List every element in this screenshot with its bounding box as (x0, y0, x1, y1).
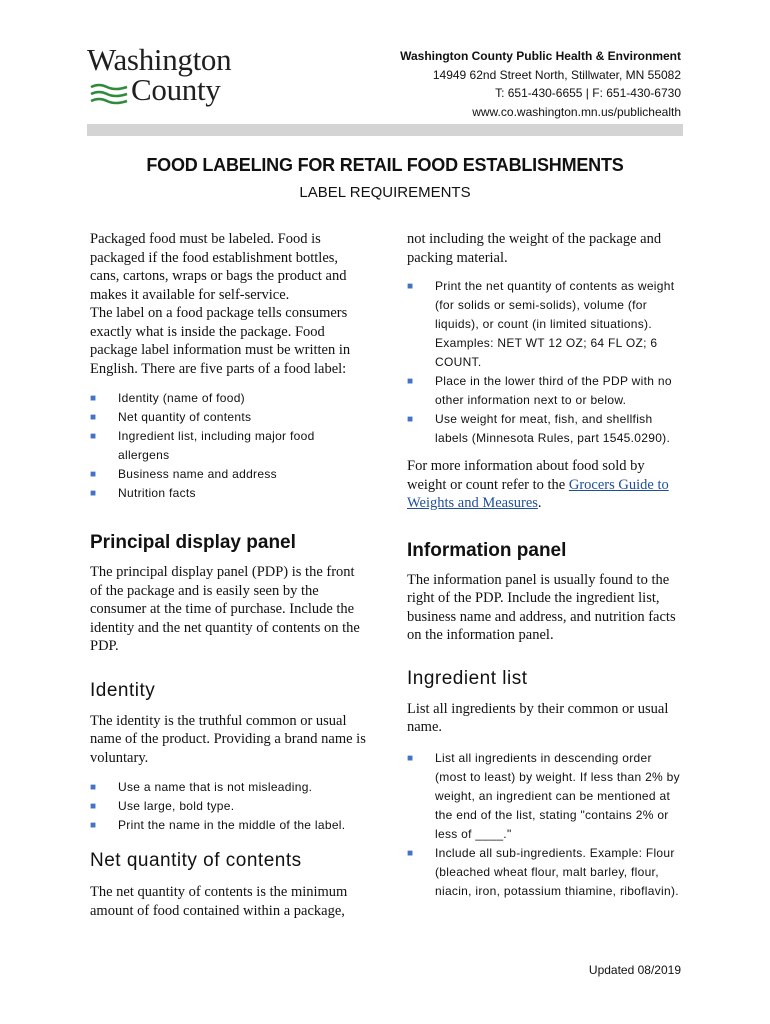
net-quantity-continued: not including the weight of the package and packing material. (407, 231, 662, 266)
list-item: ■ Business name and address (90, 465, 368, 484)
bullet-icon: ■ (407, 752, 414, 764)
bullet-icon: ■ (90, 431, 97, 442)
intro-paragraph-2: The label on a food package tells consumers exactly what is inside the package. Food package label information must be written in English. There are five parts of a food label: (90, 305, 351, 377)
intro-paragraph-1: Packaged food must be labeled. Food is packaged if the food establishment bottles, cans, cartons, wraps or bags the product and makes it available for self-service. (90, 231, 347, 303)
bullet-icon: ■ (90, 469, 97, 480)
list-item: ■ List all ingredients in descending order (most to least) by weight. If less than 2% by weight, an ingredient can be mentioned at the end of the list, stating "contains 2% or less of ____." (407, 750, 680, 841)
bullet-icon: ■ (90, 782, 97, 793)
logo-waves-icon (89, 82, 129, 106)
heading-principal-display-panel: Principal display panel (90, 532, 296, 553)
left-column (90, 230, 368, 920)
list-item: ■ Ingredient list, including major food allergens (90, 429, 315, 462)
net-quantity-paragraph: The net quantity of contents is the minimum amount of food contained within a package, (90, 884, 348, 919)
org-address: 14949 62nd Street North, Stillwater, MN 55082 (432, 67, 681, 82)
contact-block (400, 47, 681, 121)
updated-date: Updated 08/2019 (588, 963, 681, 977)
logo-text-washington: Washington (87, 42, 232, 77)
more-info-paragraph: For more information about food sold by weight or count refer to the Grocers Guide to Weights and Measures. (407, 458, 669, 511)
information-panel-paragraph: The information panel is usually found to the right of the PDP. Include the ingredient list, business name and address, and nutrition facts on the information panel. (407, 571, 676, 643)
right-column (407, 230, 683, 901)
county-logo (87, 44, 257, 114)
heading-net-quantity: Net quantity of contents (90, 850, 302, 871)
list-item: ■ Use weight for meat, fish, and shellfish labels (Minnesota Rules, part 1545.0290). (407, 412, 671, 445)
list-item: ■ Use large, bold type. (90, 797, 368, 816)
logo-text-county: County (131, 72, 221, 107)
header-divider (87, 124, 683, 136)
list-item: ■ Place in the lower third of the PDP with no other information next to or below. (407, 374, 672, 407)
bullet-icon: ■ (407, 281, 414, 292)
bullet-icon: ■ (90, 488, 97, 499)
org-name: Washington County Public Health & Environment (400, 49, 681, 63)
org-website[interactable]: www.co.washington.mn.us/publichealth (472, 104, 681, 119)
list-item: ■ Identity (name of food) (90, 389, 368, 408)
list-item: ■ Nutrition facts (90, 484, 368, 503)
label-parts-list (90, 389, 368, 503)
list-item: ■ Use a name that is not misleading. (90, 778, 368, 797)
grocers-guide-link[interactable]: Grocers Guide to Weights and Measures (407, 476, 669, 511)
bullet-icon: ■ (90, 412, 97, 423)
list-item: ■ Net quantity of contents (90, 408, 368, 427)
heading-ingredient-list: Ingredient list (407, 667, 528, 689)
heading-information-panel: Information panel (407, 539, 567, 561)
ingredient-list (407, 749, 683, 901)
net-quantity-list (407, 277, 683, 448)
page-subtitle: LABEL REQUIREMENTS (299, 184, 471, 201)
pdp-paragraph: The principal display panel (PDP) is the front of the package and is easily seen by the consumer at the time of purchase. Include the identity and the net quantity of contents on the PDP. (90, 564, 360, 654)
list-item: ■ Print the net quantity of contents as weight (for solids or semi-solids), volume (for liquids), or count (in limited situations). Examples: NET WT 12 OZ; 64 FL OZ; 6 COUNT. (407, 279, 675, 369)
identity-paragraph: The identity is the truthful common or usual name of the product. Providing a brand name is voluntary. (90, 712, 366, 766)
bullet-icon: ■ (90, 801, 97, 812)
ingredient-paragraph: List all ingredients by their common or usual name. (407, 700, 669, 735)
page-title: FOOD LABELING FOR RETAIL FOOD ESTABLISHMENTS (146, 155, 624, 175)
list-item: ■ Print the name in the middle of the label. (90, 816, 368, 835)
bullet-icon: ■ (407, 847, 414, 859)
bullet-icon: ■ (90, 820, 97, 831)
identity-list (90, 778, 368, 835)
heading-identity: Identity (90, 679, 156, 701)
bullet-icon: ■ (90, 393, 97, 404)
org-phone: T: 651-430-6655 | F: 651-430-6730 (495, 86, 681, 100)
bullet-icon: ■ (407, 414, 414, 425)
list-item: ■ Include all sub-ingredients. Example: Flour (bleached wheat flour, malt barley, flour, niacin, iron, potassium thiamine, riboflavin). (407, 845, 679, 898)
bullet-icon: ■ (407, 376, 414, 387)
